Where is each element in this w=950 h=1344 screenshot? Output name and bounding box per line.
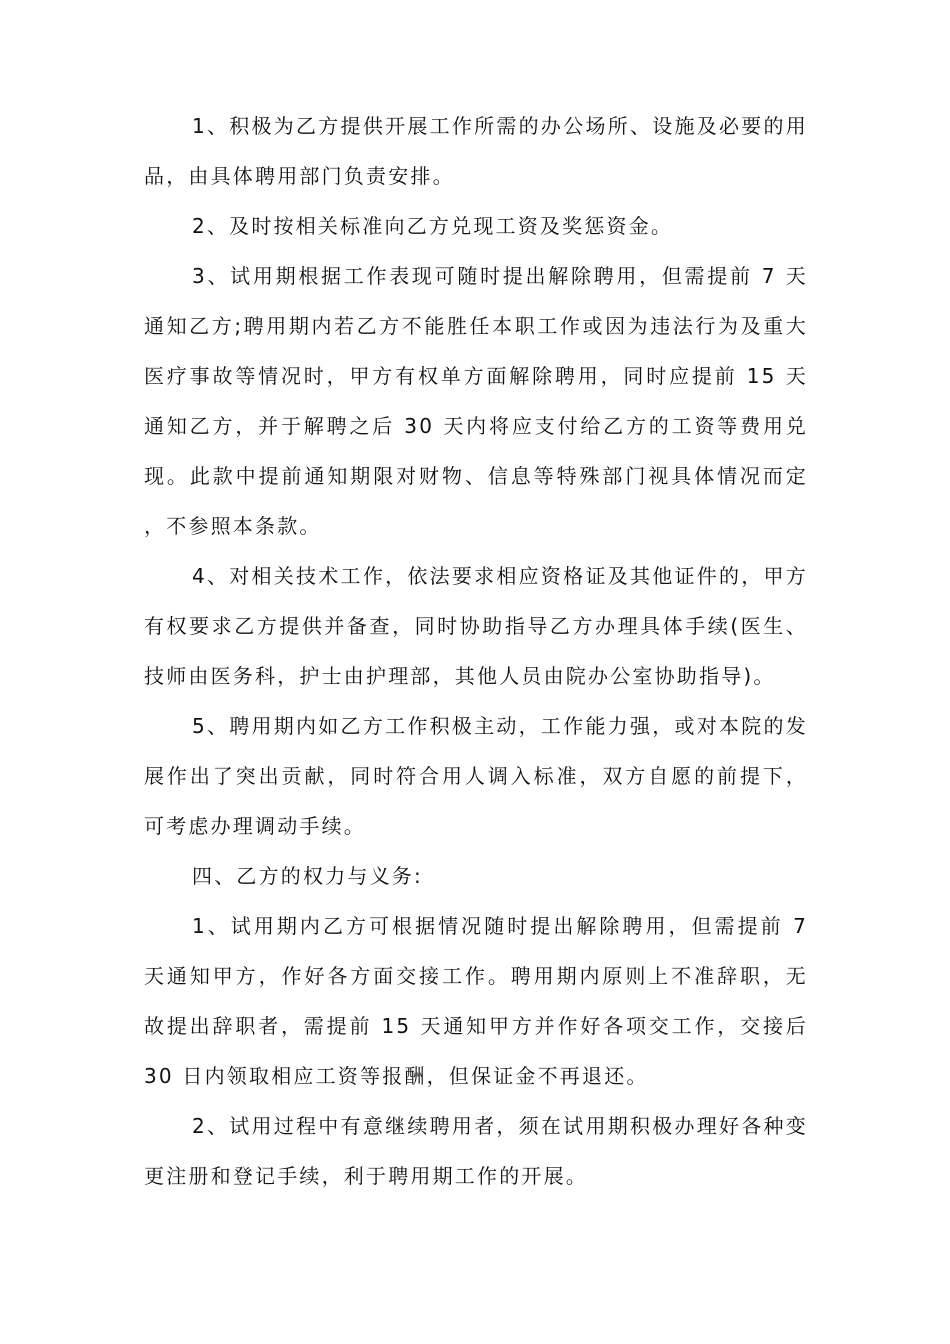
paragraph-party-a-duty-1: 1、积极为乙方提供开展工作所需的办公场所、设施及必要的用品，由具体聘用部门负责安排。 bbox=[144, 114, 808, 188]
paragraph-party-a-duty-4: 4、对相关技术工作，依法要求相应资格证及其他证件的，甲方有权要求乙方提供并备查，同时协助指导乙方办理具体手续(医生、技师由医务科，护士由护理部，其他人员由院办公室协助指导)。 bbox=[144, 564, 808, 688]
paragraph-party-b-duty-1: 1、试用期内乙方可根据情况随时提出解除聘用，但需提前 7 天通知甲方，作好各方面交接工作。聘用期内原则上不准辞职，无故提出辞职者，需提前 15 天通知甲方并作好各项交工作，交接后 30 日内领取相应工资等报酬，但保证金不再退还。 bbox=[144, 914, 808, 1088]
paragraph-party-a-duty-5: 5、聘用期内如乙方工作积极主动，工作能力强，或对本院的发展作出了突出贡献，同时符合用人调入标准，双方自愿的前提下，可考虑办理调动手续。 bbox=[144, 714, 808, 838]
paragraph-party-a-duty-3: 3、试用期根据工作表现可随时提出解除聘用，但需提前 7 天通知乙方;聘用期内若乙方不能胜任本职工作或因为违法行为及重大医疗事故等情况时，甲方有权单方面解除聘用，同时应提前 15 天通知乙方，并于解聘之后 30 天内将应支付给乙方的工资等费用兑现。此款中提前通知期限对财物、信息等特殊部门视具体情况而定，不参照本条款。 bbox=[144, 264, 808, 538]
paragraph-party-a-duty-2: 2、及时按相关标准向乙方兑现工资及奖惩资金。 bbox=[192, 214, 674, 238]
paragraph-party-b-duty-2: 2、试用过程中有意继续聘用者，须在试用期积极办理好各种变更注册和登记手续，利于聘用期工作的开展。 bbox=[144, 1114, 808, 1188]
section-heading-party-b: 四、乙方的权力与义务: bbox=[192, 864, 423, 888]
document-body bbox=[144, 101, 808, 1201]
